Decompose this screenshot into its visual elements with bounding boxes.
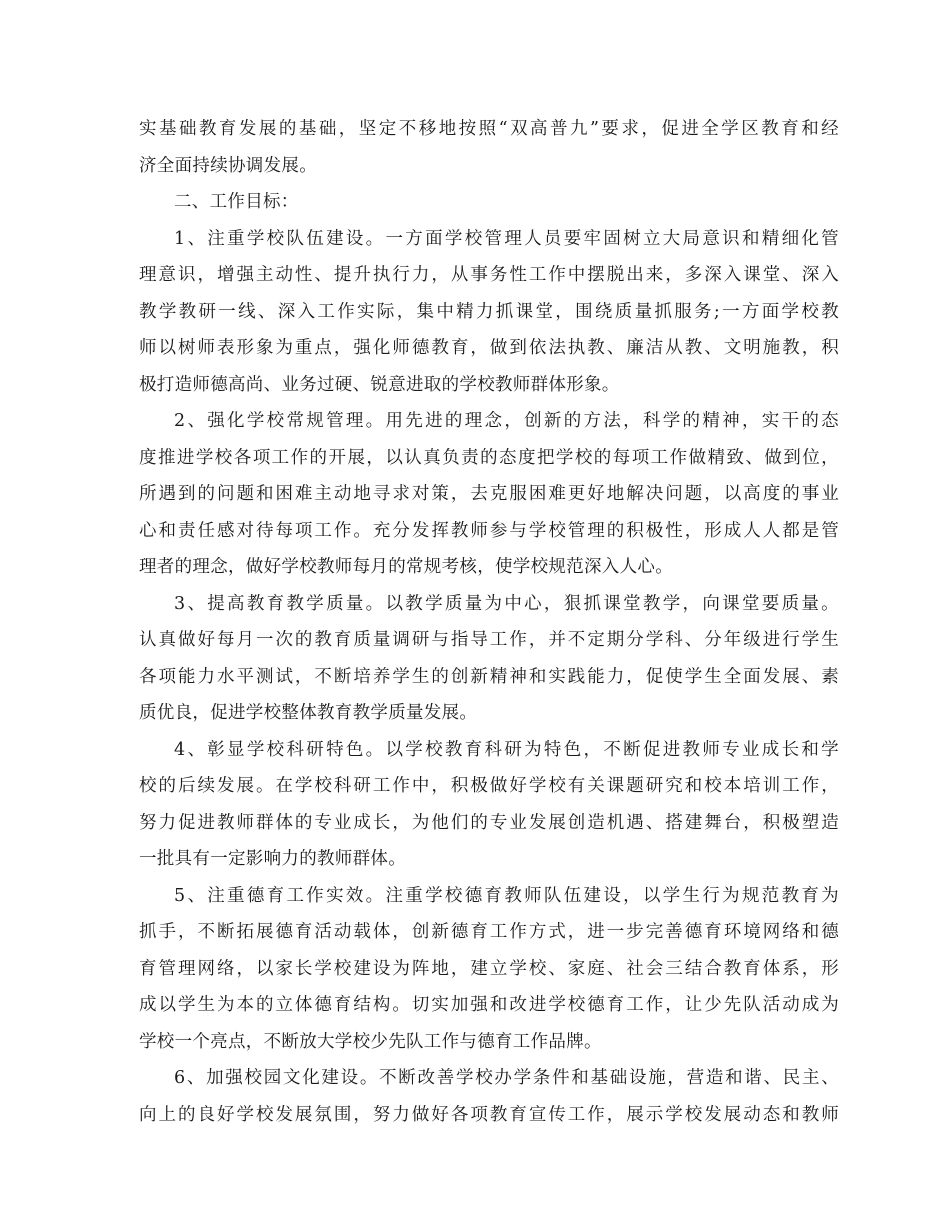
- text-line: 心和责任感对待每项工作。充分发挥教师参与学校管理的积极性，形成人人都是管: [139, 520, 839, 541]
- text-line: 4、彰显学校科研特色。以学校教育科研为特色，不断促进教师专业成长和学: [174, 739, 839, 760]
- text-line: 育管理网络，以家长学校建设为阵地，建立学校、家庭、社会三结合教育体系，形: [139, 958, 839, 979]
- text-line: 极打造师德高尚、业务过硬、锐意进取的学校教师群体形象。: [139, 374, 620, 395]
- text-line: 二、工作目标：: [174, 192, 299, 212]
- text-line: 济全面持续协调发展。: [139, 155, 317, 176]
- text-line: 校的后续发展。在学校科研工作中，积极做好学校有关课题研究和校本培训工作，: [139, 776, 839, 796]
- text-line: 质优良，促进学校整体教育教学质量发展。: [139, 703, 478, 723]
- text-line: 成以学生为本的立体德育结构。切实加强和改进学校德育工作，让少先队活动成为: [139, 995, 839, 1015]
- text-line: 理意识，增强主动性、提升执行力，从事务性工作中摆脱出来，多深入课堂、深入: [139, 265, 839, 285]
- text-line: 5、注重德育工作实效。注重学校德育教师队伍建设，以学生行为规范教育为: [174, 885, 839, 906]
- text-line: 2、强化学校常规管理。用先进的理念，创新的方法，科学的精神，实干的态: [174, 411, 839, 431]
- text-line: 教学教研一线、深入工作实际，集中精力抓课堂，围绕质量抓服务;一方面学校教: [139, 301, 839, 322]
- text-line: 师以树师表形象为重点，强化师德教育，做到依法执教、廉洁从教、文明施教，积: [139, 338, 839, 358]
- text-line: 实基础教育发展的基础，坚定不移地按照“双高普九”要求，促进全学区教育和经: [139, 119, 839, 139]
- text-line: 学校一个亮点，不断放大学校少先队工作与德育工作品牌。: [139, 1031, 602, 1052]
- text-line: 1、注重学校队伍建设。一方面学校管理人员要牢固树立大局意识和精细化管: [174, 228, 839, 249]
- text-line: 一批具有一定影响力的教师群体。: [139, 849, 406, 869]
- text-line: 认真做好每月一次的教育质量调研与指导工作，并不定期分学科、分年级进行学生: [139, 630, 839, 650]
- text-line: 3、提高教育教学质量。以教学质量为中心，狠抓课堂教学，向课堂要质量。: [174, 593, 839, 614]
- text-line: 各项能力水平测试，不断培养学生的创新精神和实践能力，促使学生全面发展、素: [139, 666, 839, 687]
- text-line: 抓手，不断拓展德育活动载体，创新德育工作方式，进一步完善德育环境网络和德: [139, 922, 839, 942]
- text-line: 度推进学校各项工作的开展，以认真负责的态度把学校的每项工作做精致、做到位，: [139, 447, 839, 468]
- text-line: 理者的理念，做好学校教师每月的常规考核，使学校规范深入人心。: [139, 557, 673, 577]
- text-line: 所遇到的问题和困难主动地寻求对策，去克服困难更好地解决问题，以高度的事业: [139, 484, 839, 504]
- text-line: 向上的良好学校发展氛围，努力做好各项教育宣传工作，展示学校发展动态和教师: [139, 1104, 839, 1125]
- document-body: [139, 111, 839, 1133]
- text-line: 努力促进教师群体的专业成长，为他们的专业发展创造机遇、搭建舞台，积极塑造: [139, 812, 839, 833]
- text-line: 6、加强校园文化建设。不断改善学校办学条件和基础设施，营造和谐、民主、: [174, 1068, 839, 1088]
